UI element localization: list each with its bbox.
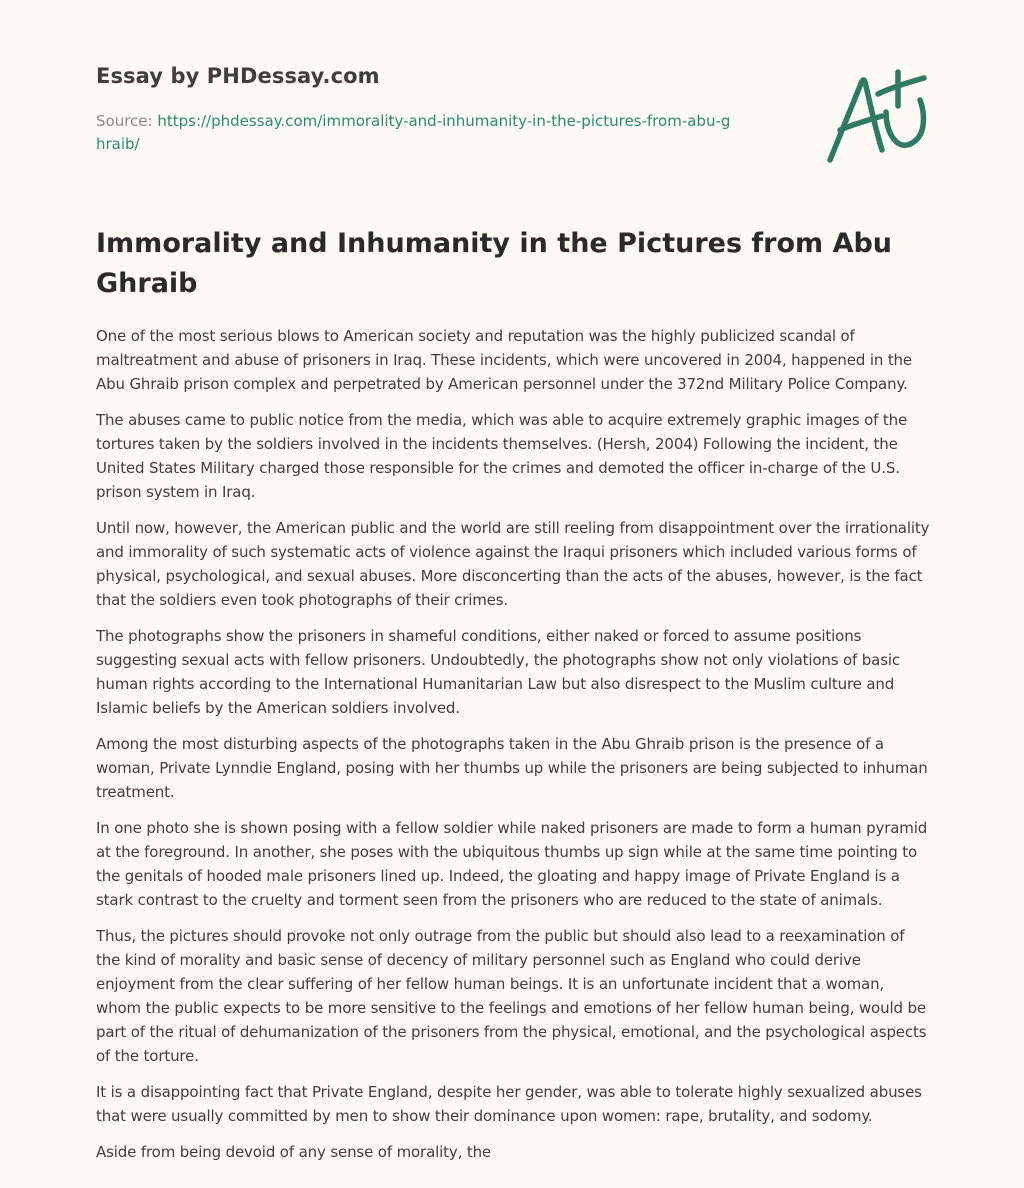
paragraph: It is a disappointing fact that Private England, despite her gender, was able to tolerate highly sexualized abuses that were usually committed by men to show their dominance upon women: rape, brutality, and sodomy. xyxy=(96,1083,922,1125)
paragraph: Thus, the pictures should provoke not only outrage from the public but should also lead to a reexamination of the kind of morality and basic sense of decency of military personnel such as England who could derive enjoyment from the clear suffering of her fellow human beings. It is an unfortunate incident that a woman, whom the public expects to be more sensitive to the feelings and emotions of her fellow human being, would be part of the ritual of dehumanization of the prisoners from the physical, emotional, and the psychological aspects of the torture. xyxy=(96,927,927,1065)
paragraph: In one photo she is shown posing with a fellow soldier while naked prisoners are made to form a human pyramid at the foreground. In another, she poses with the ubiquitous thumbs up sign while at the same time pointing to the genitals of hooded male prisoners lined up. Indeed, the gloating and happy image of Private England is a stark contrast to the cruelty and torment seen from the prisoners who are reduced to the state of animals. xyxy=(96,819,928,909)
source-line xyxy=(96,110,736,156)
paragraph: One of the most serious blows to American society and reputation was the highly publicized scandal of maltreatment and abuse of prisoners in Iraq. These incidents, which were uncovered in 2004, happened in the Abu Ghraib prison complex and perpetrated by American personnel under the 372nd Military Police Company. xyxy=(96,327,912,393)
site-brand: Essay by PHDessay.com xyxy=(96,64,380,88)
source-label: Source: xyxy=(96,112,158,130)
paragraph: Aside from being devoid of any sense of morality, the xyxy=(96,1143,492,1161)
essay-body xyxy=(96,324,930,1176)
source-link[interactable]: https://phdessay.com/immorality-and-inhumanity-in-the-pictures-from-abu-ghraib/ xyxy=(96,112,731,153)
paragraph: Among the most disturbing aspects of the photographs taken in the Abu Ghraib prison is the presence of a woman, Private Lynndie England, posing with her thumbs up while the prisoners are being subjected to inhuman treatment. xyxy=(96,735,928,801)
paragraph: The photographs show the prisoners in shameful conditions, either naked or forced to assume positions suggesting sexual acts with fellow prisoners. Undoubtedly, the photographs show not only violations of basic human rights according to the International Humanitarian Law but also disrespect to the Muslim culture and Islamic beliefs by the American soldiers involved. xyxy=(96,627,900,717)
a-plus-logo-icon xyxy=(824,66,928,166)
paragraph: The abuses came to public notice from the media, which was able to acquire extremely graphic images of the tortures taken by the soldiers involved in the incidents themselves. (Hersh, 2004) Following the incident, the United States Military charged those responsible for the crimes and demoted the officer in-charge of the U.S. prison system in Iraq. xyxy=(96,411,908,501)
essay-title: Immorality and Inhumanity in the Pictures from Abu Ghraib xyxy=(96,228,893,299)
paragraph: Until now, however, the American public and the world are still reeling from disappointment over the irrationality and immorality of such systematic acts of violence against the Iraqui prisoners which included various forms of physical, psychological, and sexual abuses. More disconcerting than the acts of the abuses, however, is the fact that the soldiers even took photographs of their crimes. xyxy=(96,519,930,609)
